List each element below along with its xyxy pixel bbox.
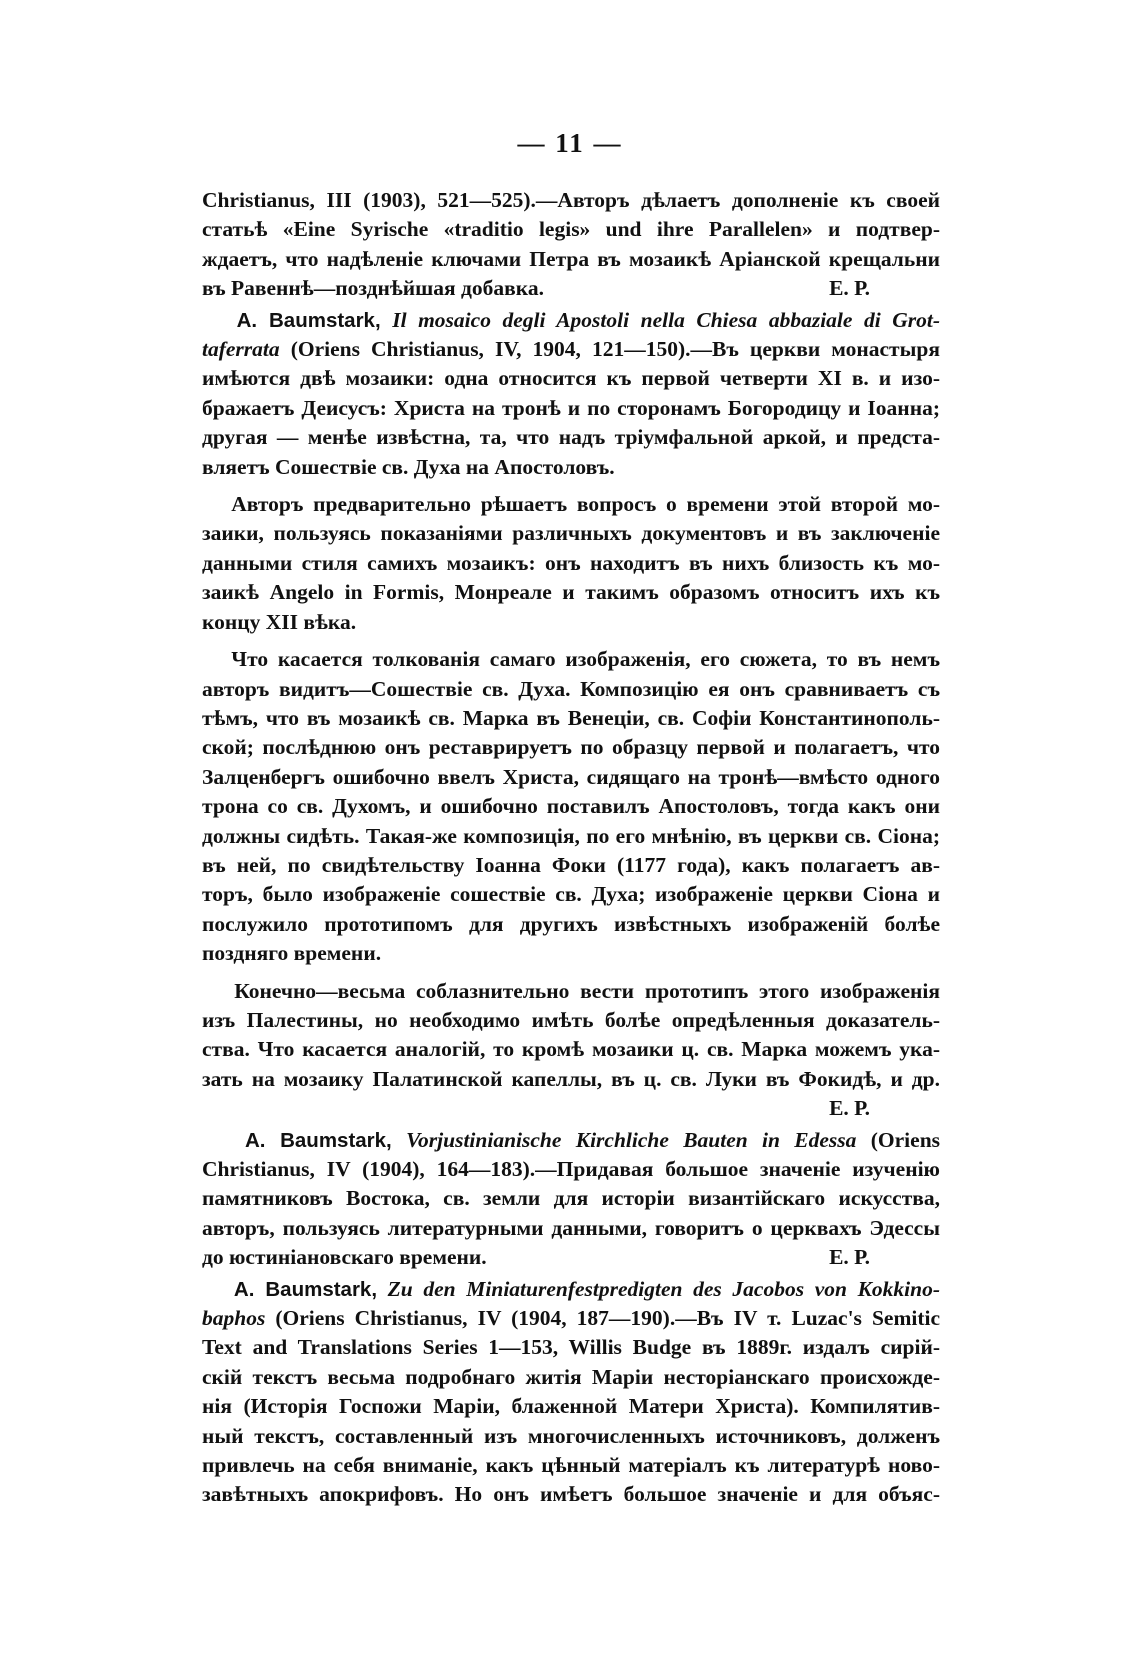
text-line	[202, 1275, 940, 1304]
text-line-content: (Oriens Christianus, IV, 1904, 121—150).—Въ церкви монастыря	[290, 337, 940, 362]
paragraph	[202, 645, 940, 968]
text-line: нія (Исторія Госпожи Маріи, блаженной Матери Христа). Компилятив-	[202, 1394, 940, 1419]
text-line-content: въ Равеннѣ—позднѣйшая добавка.	[202, 276, 544, 301]
text-line: Text and Translations Series 1—153, Willis Budge въ 1889г. издалъ сирій-	[202, 1335, 940, 1360]
text-line: скій текстъ весьма подробнаго житія Маріи несторіанскаго происхожде-	[202, 1364, 940, 1389]
paragraph-continuation	[202, 186, 940, 304]
text-line: ства. Что касается аналогій, то кромѣ мозаики ц. св. Марка можемъ ука-	[202, 1037, 940, 1062]
text-line	[202, 977, 940, 1006]
text-line: ской; послѣднюю онъ реставрируетъ по образцу первой и полагаетъ, что	[202, 735, 940, 760]
text-line: Christianus, III (1903), 521—525).—Авторъ дѣлаетъ дополненіе къ своей	[202, 188, 940, 212]
text-line-content: до юстиніановскаго времени.	[202, 1245, 487, 1270]
text-line: должны сидѣть. Такая-же композиція, по его мнѣнію, въ церкви св. Сіона;	[202, 823, 940, 848]
text-line	[202, 1243, 940, 1272]
bibliography-entry	[202, 1126, 940, 1273]
text-line: заикѣ Angelo in Formis, Монреале и такимъ образомъ относитъ ихъ къ	[202, 580, 940, 605]
text-line-content: Что касается толкованія самаго изображенія, его сюжета, то въ немъ	[231, 647, 940, 672]
text-line-content: Авторъ предварительно рѣшаетъ вопросъ о времени этой второй мо-	[231, 492, 941, 517]
text-line: завѣтныхъ апокрифовъ. Но онъ имѣетъ большое значеніе и для объяс-	[202, 1482, 940, 1507]
text-line: изъ Палестины, но необходимо имѣть болѣе опредѣленныя доказатель-	[202, 1007, 940, 1032]
paragraph	[202, 490, 940, 637]
entry-author: A. Baumstark,	[236, 308, 381, 332]
signature: Е. Р.	[829, 276, 870, 301]
entry-title: Il mosaico degli Apostoli nella Chiesa abbaziale di Grot-	[392, 307, 941, 332]
text-line: заики, пользуясь показаніями различныхъ документовъ и въ заключеніе	[202, 521, 940, 546]
text-line: послужило прототипомъ для другихъ извѣстныхъ изображеній болѣе	[202, 911, 940, 936]
entry-title-cont: taferrata	[202, 337, 280, 362]
text-line: въ ней, по свидѣтельству Іоанна Фоки (1177 года), какъ полагаетъ ав-	[202, 852, 940, 877]
page-number: — 11 —	[517, 128, 623, 158]
text-line	[202, 645, 940, 674]
bibliography-entry	[202, 1275, 940, 1510]
text-line: памятниковъ Востока, св. земли для исторіи византійскаго искусства,	[202, 1186, 940, 1211]
signature: Е. Р.	[829, 1245, 870, 1270]
bibliography-entry	[202, 306, 940, 482]
text-line: Christianus, IV (1904), 164—183).—Придавая большое значеніе изученію	[202, 1157, 940, 1181]
text-line: ждаетъ, что надѣленіе ключами Петра въ мозаикѣ Аріанской крещальни	[202, 246, 940, 271]
text-line	[202, 335, 940, 364]
entry-title: Vorjustinianische Kirchliche Bauten in Edessa	[406, 1127, 857, 1152]
text-line: тѣмъ, что въ мозаикѣ св. Марка въ Венеціи, св. Софіи Константинополь-	[202, 705, 940, 730]
text-line: другая — менѣе извѣстна, та, что надъ тріумфальной аркой, и предста-	[202, 425, 940, 450]
text-line: привлечь на себя вниманіе, какъ цѣнный матеріалъ къ литературѣ ново-	[202, 1453, 940, 1478]
text-line	[202, 490, 940, 519]
paragraph	[202, 977, 940, 1124]
text-line: авторъ, пользуясь литературными данными, говоритъ о церквахъ Эдессы	[202, 1215, 940, 1240]
text-line: бражаетъ Деисусъ: Христа на тронѣ и по сторонамъ Богородицу и Іоанна;	[202, 395, 940, 420]
page-body	[202, 186, 940, 1512]
text-line: статьѣ «Eine Syrische «traditio legis» und ihre Parallelen» и подтвер-	[202, 217, 940, 242]
text-line	[202, 1304, 940, 1333]
entry-title-cont: baphos	[202, 1306, 266, 1331]
text-line: имѣются двѣ мозаики: одна относится къ первой четверти XI в. и изо-	[202, 366, 940, 391]
text-line: данными стиля самихъ мозаикъ: онъ находитъ въ нихъ близость къ мо-	[202, 550, 940, 575]
entry-author: A. Baumstark,	[244, 1128, 392, 1152]
text-line: торъ, было изображеніе сошествіе св. Духа; изображеніе церкви Сіона и	[202, 882, 940, 907]
text-line: авторъ видитъ—Сошествіе св. Духа. Композицію ея онъ сравниваетъ съ	[202, 676, 940, 701]
text-line	[202, 306, 940, 335]
text-line	[202, 274, 940, 303]
text-line: вляетъ Сошествіе св. Духа на Апостоловъ.	[202, 454, 615, 479]
text-line-content: (Oriens	[870, 1127, 941, 1152]
text-line: Залценбергъ ошибочно ввелъ Христа, сидящаго на тронѣ—вмѣсто одного	[202, 764, 940, 789]
text-line: концу XII вѣка.	[202, 609, 357, 634]
entry-author: A. Baumstark,	[233, 1277, 378, 1301]
text-line-content: (Oriens Christianus, IV (1904, 187—190).—Въ IV т. Luzac's Semitic	[275, 1306, 941, 1331]
text-line: зать на мозаику Палатинской капеллы, въ ц. св. Луки въ Фокидѣ, и др.	[202, 1066, 940, 1091]
text-line: поздняго времени.	[202, 941, 382, 966]
text-line: трона со св. Духомъ, и ошибочно поставилъ Апостоловъ, тогда какъ они	[202, 794, 940, 819]
entry-title: Zu den Miniaturenfestpredigten des Jacobos von Kokkino-	[387, 1276, 941, 1301]
text-line: ный текстъ, составленный изъ многочисленныхъ источниковъ, долженъ	[202, 1423, 940, 1448]
text-line-content: Конечно—весьма соблазнительно вести прототипъ этого изображенія	[234, 978, 940, 1003]
signature: Е. Р.	[829, 1096, 870, 1121]
text-line	[202, 1126, 940, 1155]
